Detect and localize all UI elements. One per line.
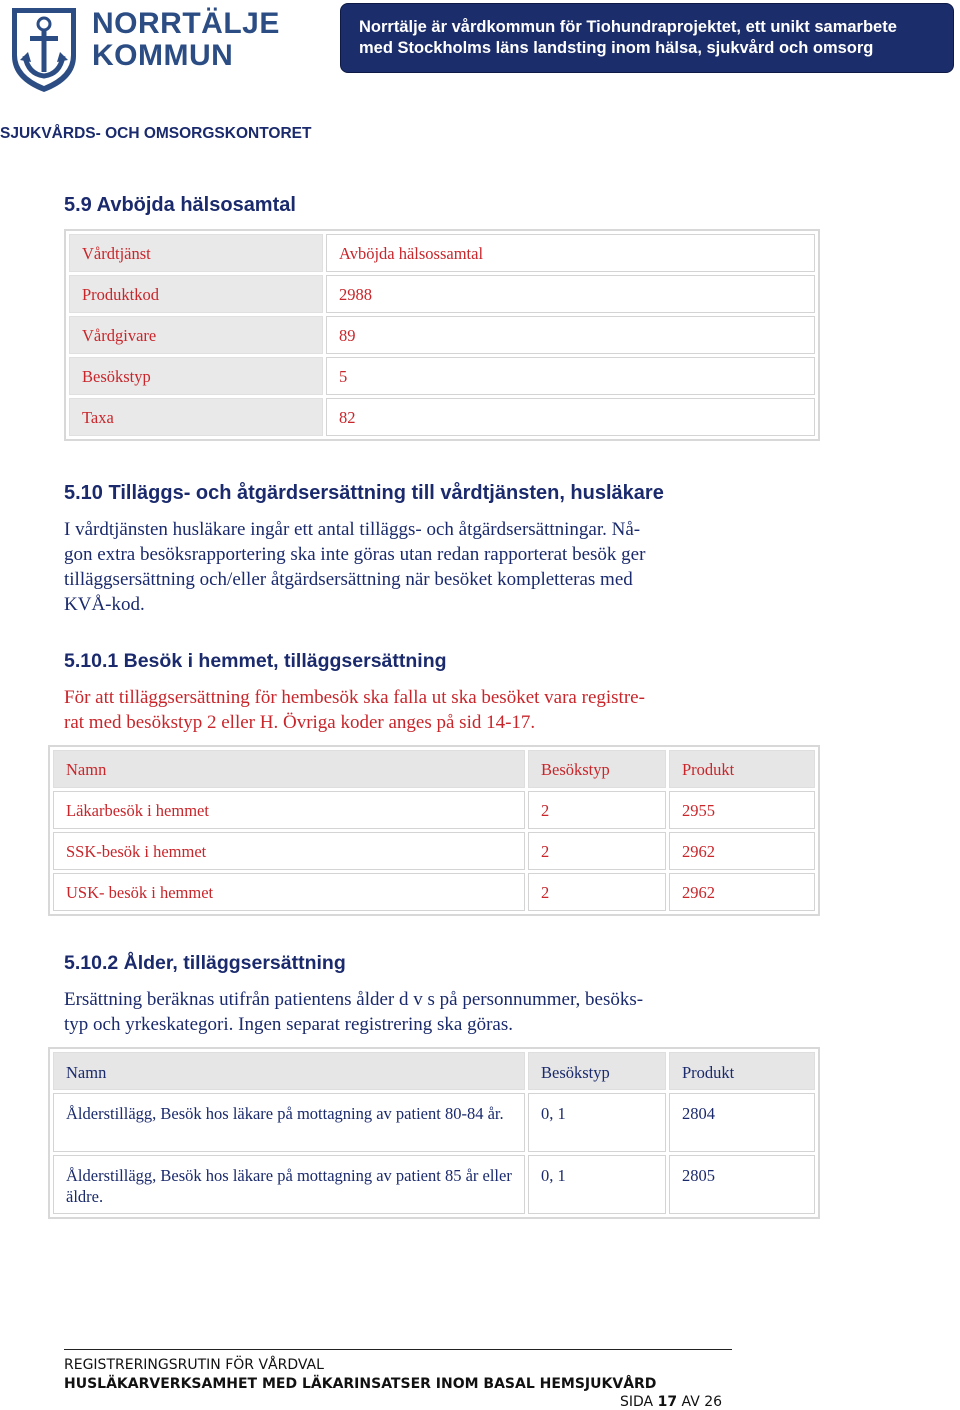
section-5-10-2-paragraph — [64, 987, 744, 1037]
table-row — [69, 357, 815, 395]
section-heading-5-10-2: 5.10.2 Ålder, tilläggsersättning — [64, 952, 346, 974]
row-label: Taxa — [69, 398, 323, 436]
section-heading-5-10: 5.10 Tilläggs- och åtgärdsersättning till vårdtjänsten, husläkare — [64, 482, 664, 504]
cell-name: SSK-besök i hemmet — [53, 832, 525, 870]
paragraph-line: För att tilläggsersättning för hembesök ska falla ut ska besöket vara registre- — [64, 687, 645, 708]
cell-name: USK- besök i hemmet — [53, 873, 525, 911]
cell-product: 2804 — [669, 1093, 815, 1152]
cell-product: 2955 — [669, 791, 815, 829]
column-header: Besökstyp — [528, 750, 666, 788]
banner-line-1: Norrtälje är vårdkommun för Tiohundraprojektet, ett unikt samarbete — [359, 18, 897, 36]
row-label: Besökstyp — [69, 357, 323, 395]
table-row — [69, 398, 815, 436]
row-value: 89 — [326, 316, 815, 354]
column-header: Namn — [53, 750, 525, 788]
paragraph-line: rat med besökstyp 2 eller H. Övriga koder anges på sid 14-17. — [64, 712, 536, 733]
footer-rule — [64, 1349, 732, 1350]
row-label: Produktkod — [69, 275, 323, 313]
department-title: SJUKVÅRDS- OCH OMSORGSKONTORET — [0, 125, 312, 142]
footer-line-1: REGISTRERINGSRUTIN FÖR VÅRDVAL — [64, 1357, 324, 1373]
paragraph-line: gon extra besöksrapportering ska inte göras utan redan rapporterat besök ger — [64, 544, 646, 565]
table-header-row — [53, 750, 815, 788]
table-row — [69, 275, 815, 313]
table-header-row — [53, 1052, 815, 1090]
row-value: Avböjda hälsossamtal — [326, 234, 815, 272]
paragraph-line: tilläggsersättning och/eller åtgärdsersättning när besöket kompletteras med — [64, 569, 633, 590]
column-header: Produkt — [669, 1052, 815, 1090]
row-value: 2988 — [326, 275, 815, 313]
page-separator: AV — [677, 1394, 705, 1410]
header-banner — [340, 3, 954, 73]
cell-visit-type: 0, 1 — [528, 1155, 666, 1214]
paragraph-line: typ och yrkeskategori. Ingen separat registrering ska göras. — [64, 1014, 513, 1035]
home-visit-table — [48, 745, 820, 916]
row-label: Vårdgivare — [69, 316, 323, 354]
anchor-shield-icon — [8, 4, 80, 94]
section-5-10-1-paragraph — [64, 685, 744, 735]
cell-product: 2962 — [669, 873, 815, 911]
footer-line-2: HUSLÄKARVERKSAMHET MED LÄKARINSATSER INOM BASAL HEMSJUKVÅRD — [64, 1376, 657, 1392]
page-total: 26 — [704, 1394, 723, 1410]
cell-product: 2962 — [669, 832, 815, 870]
row-label: Vårdtjänst — [69, 234, 323, 272]
page-prefix: SIDA — [620, 1394, 658, 1410]
cell-visit-type: 0, 1 — [528, 1093, 666, 1152]
age-supplement-table — [48, 1047, 820, 1219]
paragraph-line: I vårdtjänsten husläkare ingår ett antal tilläggs- och åtgärdsersättningar. Nå- — [64, 519, 641, 540]
banner-line-2: med Stockholms läns landsting inom hälsa, sjukvård och omsorg — [359, 39, 874, 57]
page-current: 17 — [657, 1394, 678, 1410]
section-heading-5-9: 5.9 Avböjda hälsosamtal — [64, 194, 296, 216]
paragraph-line: KVÅ-kod. — [64, 594, 145, 615]
table-row — [53, 1155, 815, 1214]
kommun-logo — [8, 4, 280, 96]
section-heading-5-10-1: 5.10.1 Besök i hemmet, tilläggsersättning — [64, 650, 447, 672]
logo-line-1: NORRTÄLJE — [92, 7, 280, 40]
column-header: Produkt — [669, 750, 815, 788]
table-row — [53, 791, 815, 829]
paragraph-line: Ersättning beräknas utifrån patientens ålder d v s på personnummer, besöks- — [64, 989, 644, 1010]
logo-wordmark — [92, 8, 280, 72]
table-row — [69, 316, 815, 354]
row-value: 82 — [326, 398, 815, 436]
cell-name: Läkarbesök i hemmet — [53, 791, 525, 829]
column-header: Besökstyp — [528, 1052, 666, 1090]
cell-visit-type: 2 — [528, 832, 666, 870]
cell-visit-type: 2 — [528, 791, 666, 829]
section-5-10-paragraph — [64, 517, 744, 617]
cell-name: Ålderstillägg, Besök hos läkare på mottagning av patient 85 år eller äldre. — [53, 1155, 525, 1214]
table-row — [53, 873, 815, 911]
cell-product: 2805 — [669, 1155, 815, 1214]
logo-line-2: KOMMUN — [92, 39, 234, 72]
table-row — [53, 832, 815, 870]
row-value: 5 — [326, 357, 815, 395]
cell-visit-type: 2 — [528, 873, 666, 911]
table-row — [53, 1093, 815, 1152]
cell-name: Ålderstillägg, Besök hos läkare på mottagning av patient 80-84 år. — [53, 1093, 525, 1152]
service-info-table — [64, 229, 820, 441]
column-header: Namn — [53, 1052, 525, 1090]
table-row — [69, 234, 815, 272]
